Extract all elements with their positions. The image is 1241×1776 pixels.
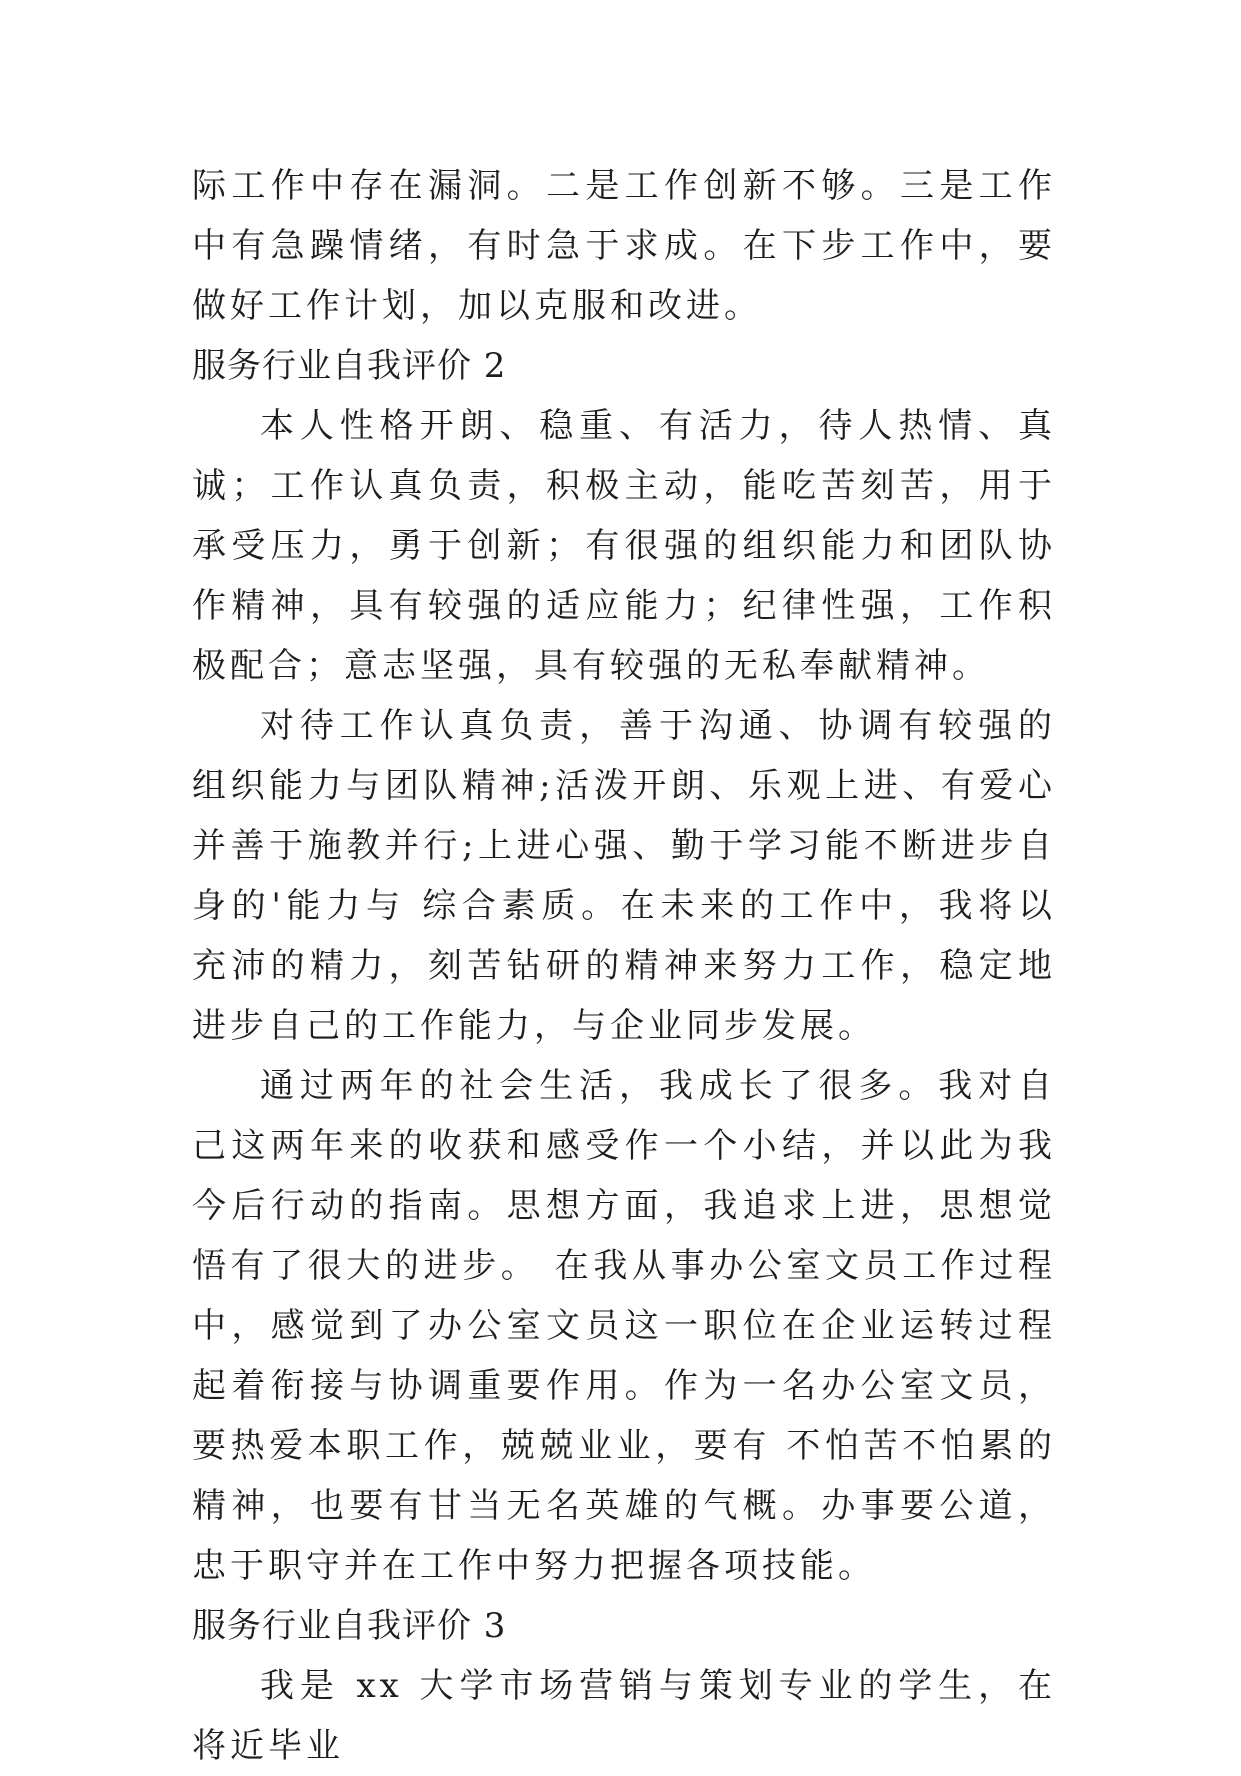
paragraph: 本人性格开朗、稳重、有活力，待人热情、真诚；工作认真负责，积极主动，能吃苦刻苦，用于承受压力，勇于创新；有很强的组织能力和团队协作精神，具有较强的适应能力；纪律性强，工作积极配合；意志坚强，具有较强的无私奉献精神。 bbox=[192, 406, 1056, 686]
document-body bbox=[192, 156, 1056, 1776]
paragraph: 我是 xx 大学市场营销与策划专业的学生，在将近毕业 bbox=[192, 1666, 1056, 1766]
section-heading-3: 服务行业自我评价 3 bbox=[192, 1606, 507, 1646]
paragraph: 对待工作认真负责，善于沟通、协调有较强的组织能力与团队精神;活泼开朗、乐观上进、有爱心并善于施教并行;上进心强、勤于学习能不断进步自身的'能力与 综合素质。在未来的工作中，我将以充沛的精力，刻苦钻研的精神来努力工作，稳定地进步自己的工作能力，与企业同步发展。 bbox=[192, 706, 1056, 1046]
paragraph: 通过两年的社会生活，我成长了很多。我对自己这两年来的收获和感受作一个小结，并以此为我今后行动的指南。思想方面，我追求上进，思想觉悟有了很大的进步。 在我从事办公室文员工作过程中，感觉到了办公室文员这一职位在企业运转过程起着衔接与协调重要作用。作为一名办公室文员，要热爱本职工作，兢兢业业，要有 不怕苦不怕累的精神，也要有甘当无名英雄的气概。办事要公道，忠于职守并在工作中努力把握各项技能。 bbox=[192, 1066, 1056, 1586]
section-heading-2: 服务行业自我评价 2 bbox=[192, 346, 507, 386]
paragraph-continued: 际工作中存在漏洞。二是工作创新不够。三是工作中有急躁情绪，有时急于求成。在下步工作中，要做好工作计划，加以克服和改进。 bbox=[192, 166, 1056, 326]
